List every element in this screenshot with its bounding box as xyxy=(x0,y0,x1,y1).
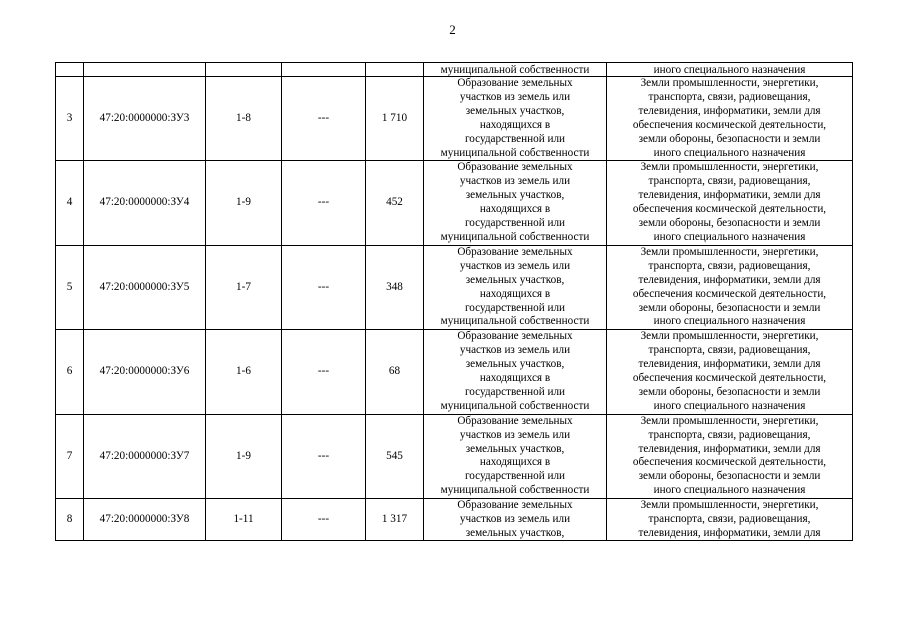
category-line: телевидения, информатики, земли для xyxy=(638,273,821,286)
cell-num: 8 xyxy=(56,499,84,541)
category-line: земли обороны, безопасности и земли xyxy=(638,470,821,483)
category-line: земли обороны, безопасности и земли xyxy=(638,132,821,145)
cell-category xyxy=(607,161,853,245)
cell-category xyxy=(607,77,853,161)
formation-line: государственной или xyxy=(464,385,566,398)
cell-num: 4 xyxy=(56,161,84,245)
category-line: земли обороны, безопасности и земли xyxy=(638,217,821,230)
cell-category xyxy=(607,499,853,541)
category-line: иного специального назначения xyxy=(653,230,806,243)
category-line: транспорта, связи, радиовещания, xyxy=(648,344,811,357)
category-line: Земли промышленности, энергетики, xyxy=(640,245,819,258)
category-line: иного специального назначения xyxy=(653,315,806,328)
category-line: земли обороны, безопасности и земли xyxy=(638,385,821,398)
cell-dash: --- xyxy=(282,77,366,161)
category-line: транспорта, связи, радиовещания, xyxy=(648,513,811,526)
cell-num: 5 xyxy=(56,245,84,329)
category-line: транспорта, связи, радиовещания, xyxy=(648,175,811,188)
cell-points: 1-7 xyxy=(206,245,282,329)
formation-line: находящихся в xyxy=(479,456,551,469)
cell-dash: --- xyxy=(282,161,366,245)
category-line: телевидения, информатики, земли для xyxy=(638,189,821,202)
formation-line: муниципальной собственности xyxy=(440,315,590,328)
cell-dash: --- xyxy=(282,499,366,541)
cell-points: 1-11 xyxy=(206,499,282,541)
cell-area: 348 xyxy=(366,245,424,329)
formation-line: государственной или xyxy=(464,470,566,483)
formation-line: участков из земель или xyxy=(459,513,571,526)
formation-line: находящихся в xyxy=(479,118,551,131)
category-line: телевидения, информатики, земли для xyxy=(638,442,821,455)
cell-points: 1-8 xyxy=(206,77,282,161)
category-line: транспорта, связи, радиовещания, xyxy=(648,90,811,103)
formation-line: земельных участков, xyxy=(465,442,565,455)
table-body xyxy=(56,63,853,541)
cell-cadastral: 47:20:0000000:ЗУ5 xyxy=(84,245,206,329)
formation-line: государственной или xyxy=(464,217,566,230)
formation-line: участков из земель или xyxy=(459,259,571,272)
continuation-row xyxy=(56,63,853,77)
category-line: земли обороны, безопасности и земли xyxy=(638,301,821,314)
formation-line: Образование земельных xyxy=(457,499,573,512)
formation-line: находящихся в xyxy=(479,287,551,300)
table-row xyxy=(56,161,853,245)
cell-points: 1-9 xyxy=(206,414,282,498)
category-line: Земли промышленности, энергетики, xyxy=(640,414,819,427)
category-line: обеспечения космической деятельности, xyxy=(632,118,827,131)
category-line: транспорта, связи, радиовещания, xyxy=(648,428,811,441)
formation-line: участков из земель или xyxy=(459,90,571,103)
formation-line: земельных участков, xyxy=(465,189,565,202)
formation-line: муниципальной собственности xyxy=(440,230,590,243)
category-line: обеспечения космической деятельности, xyxy=(632,456,827,469)
cell-category xyxy=(607,245,853,329)
category-line: обеспечения космической деятельности, xyxy=(632,203,827,216)
cell-points: 1-9 xyxy=(206,161,282,245)
formation-line: муниципальной собственности xyxy=(440,146,590,159)
category-line: Земли промышленности, энергетики, xyxy=(640,330,819,343)
cell-category: иного специального назначения xyxy=(607,63,853,77)
cell-cadastral: 47:20:0000000:ЗУ7 xyxy=(84,414,206,498)
category-line: Земли промышленности, энергетики, xyxy=(640,161,819,174)
page-number: 2 xyxy=(449,22,456,37)
formation-line: Образование земельных xyxy=(457,414,573,427)
cell-formation xyxy=(424,245,607,329)
category-line: телевидения, информатики, земли для xyxy=(638,358,821,371)
cell-cadastral: 47:20:0000000:ЗУ8 xyxy=(84,499,206,541)
category-line: Земли промышленности, энергетики, xyxy=(640,77,819,89)
table-row xyxy=(56,499,853,541)
table-row xyxy=(56,414,853,498)
category-line: телевидения, информатики, земли для xyxy=(638,527,821,539)
cell-area xyxy=(366,63,424,77)
formation-line: участков из земель или xyxy=(459,175,571,188)
cell-cadastral: 47:20:0000000:ЗУ4 xyxy=(84,161,206,245)
cell-cadastral: 47:20:0000000:ЗУ6 xyxy=(84,330,206,414)
cell-dash: --- xyxy=(282,245,366,329)
cell-num: 7 xyxy=(56,414,84,498)
formation-line: Образование земельных xyxy=(457,77,573,89)
cell-formation xyxy=(424,161,607,245)
cell-area: 1 317 xyxy=(366,499,424,541)
table-row xyxy=(56,245,853,329)
formation-line: Образование земельных xyxy=(457,330,573,343)
cell-category xyxy=(607,414,853,498)
cell-formation xyxy=(424,77,607,161)
formation-line: участков из земель или xyxy=(459,428,571,441)
cell-points: 1-6 xyxy=(206,330,282,414)
cell-formation xyxy=(424,499,607,541)
table-row xyxy=(56,330,853,414)
cell-points xyxy=(206,63,282,77)
cell-area: 68 xyxy=(366,330,424,414)
cell-dash: --- xyxy=(282,414,366,498)
formation-line: государственной или xyxy=(464,301,566,314)
category-line: обеспечения космической деятельности, xyxy=(632,287,827,300)
formation-line: земельных участков, xyxy=(465,273,565,286)
cell-formation xyxy=(424,330,607,414)
cell-dash: --- xyxy=(282,330,366,414)
table-row xyxy=(56,77,853,161)
land-plots-table xyxy=(55,62,853,541)
cell-dash xyxy=(282,63,366,77)
formation-line: Образование земельных xyxy=(457,161,573,174)
cell-area: 1 710 xyxy=(366,77,424,161)
formation-line: Образование земельных xyxy=(457,245,573,258)
formation-line: муниципальной собственности xyxy=(440,399,590,412)
category-line: иного специального назначения xyxy=(653,484,806,497)
formation-line: муниципальной собственности xyxy=(440,484,590,497)
cell-formation xyxy=(424,414,607,498)
formation-line: земельных участков, xyxy=(465,358,565,371)
cell-num: 6 xyxy=(56,330,84,414)
cell-num: 3 xyxy=(56,77,84,161)
cell-area: 452 xyxy=(366,161,424,245)
category-line: иного специального назначения xyxy=(653,146,806,159)
cell-cadastral: 47:20:0000000:ЗУ3 xyxy=(84,77,206,161)
formation-line: земельных участков, xyxy=(465,527,565,539)
cell-cadastral xyxy=(84,63,206,77)
formation-line: земельных участков, xyxy=(465,104,565,117)
category-line: обеспечения космической деятельности, xyxy=(632,372,827,385)
cell-num xyxy=(56,63,84,77)
formation-line: участков из земель или xyxy=(459,344,571,357)
formation-line: находящихся в xyxy=(479,372,551,385)
cell-area: 545 xyxy=(366,414,424,498)
category-line: транспорта, связи, радиовещания, xyxy=(648,259,811,272)
formation-line: находящихся в xyxy=(479,203,551,216)
category-line: телевидения, информатики, земли для xyxy=(638,104,821,117)
cell-category xyxy=(607,330,853,414)
formation-line: государственной или xyxy=(464,132,566,145)
cell-formation: муниципальной собственности xyxy=(424,63,607,77)
category-line: Земли промышленности, энергетики, xyxy=(640,499,819,512)
category-line: иного специального назначения xyxy=(653,399,806,412)
